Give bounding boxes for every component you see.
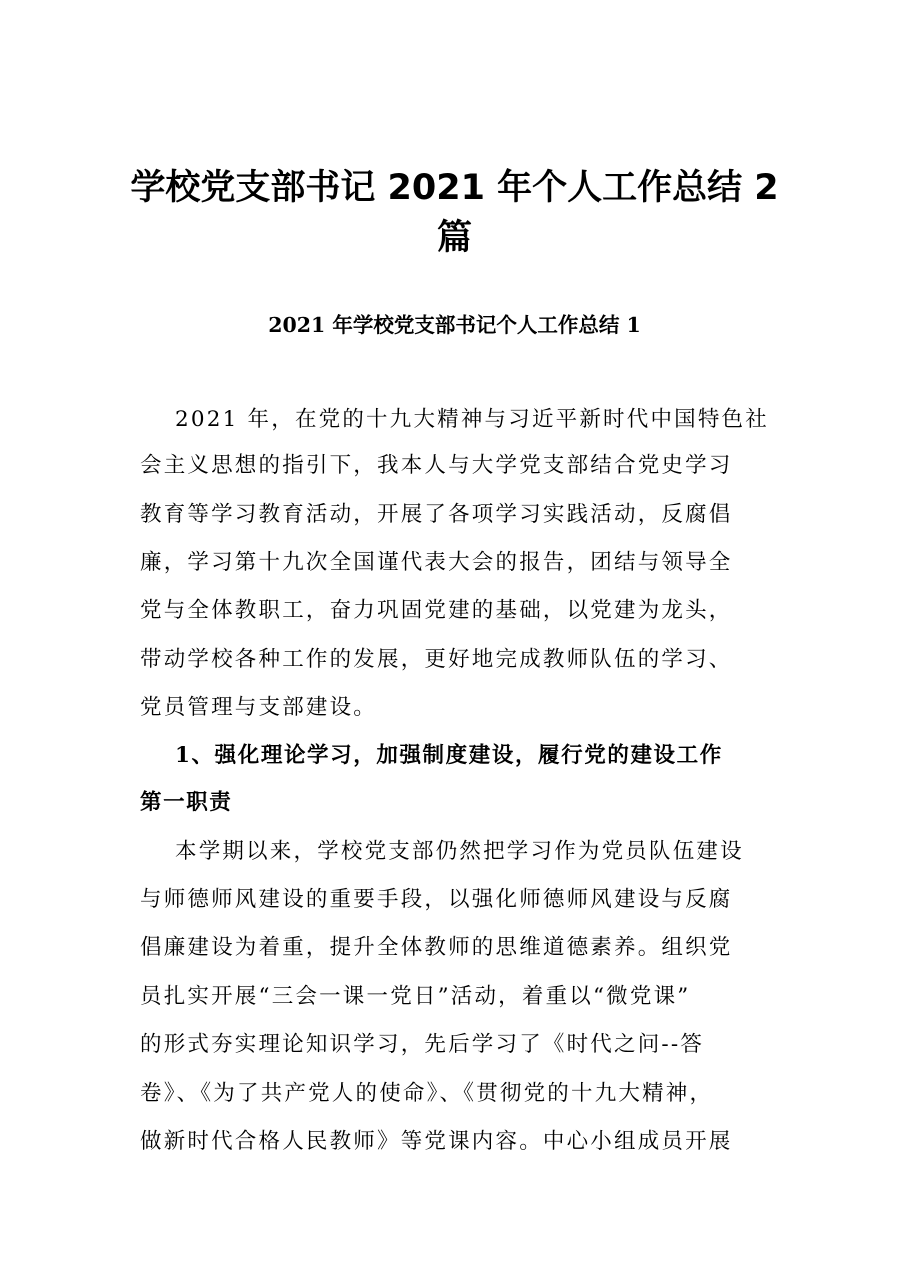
document-title-line-1: 学校党支部书记 2021 年个人工作总结 2: [130, 168, 779, 208]
paragraph-2-line-7: 做新时代合格人民教师》等党课内容。中心小组成员开展: [140, 1129, 733, 1154]
paragraph-1-line-6: 带动学校各种工作的发展，更好地完成教师队伍的学习、: [140, 647, 733, 672]
paragraph-2-line-3: 倡廉建设为着重，提升全体教师的思维道德素养。组织党: [140, 935, 733, 960]
section-heading-line-1: 1、强化理论学习，加强制度建设，履行党的建设工作: [175, 743, 723, 768]
paragraph-2-line-4: 员扎实开展“三会一课一党日”活动，着重以“微党课”: [140, 984, 691, 1009]
document-title-line-2: 篇: [436, 218, 472, 258]
paragraph-2-line-6: 卷》、《为了共产党人的使命》、《贯彻党的十九大精神，: [140, 1081, 714, 1106]
paragraph-1-line-7: 党员管理与支部建设。: [140, 695, 378, 720]
section-heading-line-2: 第一职责: [140, 790, 233, 815]
paragraph-1-line-3: 教育等学习教育活动，开展了各项学习实践活动，反腐倡: [140, 502, 733, 527]
paragraph-2-line-1: 本学期以来，学校党支部仍然把学习作为党员队伍建设: [175, 839, 744, 864]
paragraph-2-line-2: 与师德师风建设的重要手段，以强化师德师风建设与反腐: [140, 887, 733, 912]
paragraph-2-line-5: 的形式夯实理论知识学习，先后学习了《时代之问--答: [140, 1032, 705, 1057]
paragraph-1-line-2: 会主义思想的指引下，我本人与大学党支部结合党史学习: [140, 453, 733, 478]
section-subtitle: 2021 年学校党支部书记个人工作总结 1: [268, 313, 641, 337]
paragraph-1-line-1: 2021 年，在党的十九大精神与习近平新时代中国特色社: [175, 407, 769, 432]
paragraph-1-line-5: 党与全体教职工，奋力巩固党建的基础，以党建为龙头，: [140, 598, 733, 623]
paragraph-1-line-4: 廉，学习第十九次全国谨代表大会的报告，团结与领导全: [140, 550, 733, 575]
